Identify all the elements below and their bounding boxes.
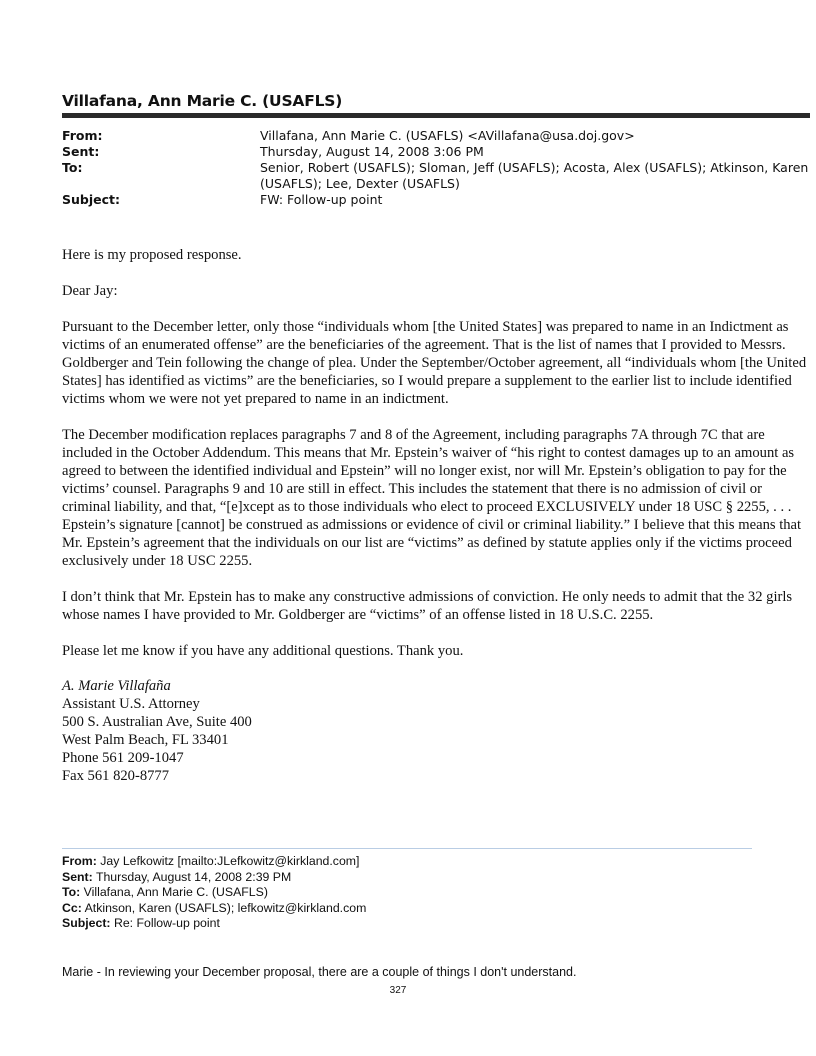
to-label: To: [62, 160, 83, 175]
fwd-subject-row [62, 916, 366, 932]
heading-rule [62, 113, 810, 118]
email-header [62, 128, 810, 208]
forward-separator [62, 848, 752, 849]
salutation: Dear Jay: [62, 283, 118, 299]
subject-value: FW: Follow-up point [260, 192, 383, 207]
page-number: 327 [389, 985, 407, 996]
fwd-from-label: From: [62, 854, 97, 868]
from-label: From: [62, 128, 103, 143]
fwd-cc-label: Cc: [62, 900, 82, 915]
fwd-to-row [62, 885, 366, 901]
paragraph-2: The December modification replaces paragraphs 7 and 8 of the Agreement, including paragraphs 7A through 7C that are included in the October Addendum. This means that Mr. Epstein’s waiver of “his right to contest damages up to an amount as agreed to between the identified individual and Epstein” will no longer exist, nor will Mr. Epstein’s obligation to pay for the victims’ counsel. Paragraphs 9 and 10 are still in effect. This includes the statement that there is no admission of civil or criminal liability, and that, “[e]xcept as to those individuals who elect to proceed EXCLUSIVELY under 18 USC § 2255, . . . Epstein’s signature [cannot] be construed as admissions or evidence of civil or criminal liability.” I believe that this means that Mr. Epstein’s agreement that the individuals on our list are “victims” as defined by statute applies only if the victims proceed exclusively under 18 USC 2255. [62, 427, 802, 569]
signature-block [62, 677, 812, 785]
fwd-to-value: Villafana, Ann Marie C. (USAFLS) [83, 885, 268, 900]
subject-label: Subject: [62, 192, 120, 207]
to-value-line2: (USAFLS); Lee, Dexter (USAFLS) [260, 176, 460, 191]
signature-fax: Fax 561 820-8777 [62, 768, 170, 784]
sender-heading: Villafana, Ann Marie C. (USAFLS) [62, 92, 343, 110]
fwd-sent-label: Sent: [62, 869, 93, 884]
fwd-sent-row [62, 870, 366, 886]
signature-address-1: 500 S. Australian Ave, Suite 400 [62, 714, 252, 730]
sent-value: Thursday, August 14, 2008 3:06 PM [260, 144, 484, 159]
forwarded-body: Marie - In reviewing your December proposal, there are a couple of things I don't understand. [62, 965, 577, 979]
fwd-from-row [62, 854, 366, 870]
subject-row [62, 192, 810, 208]
from-row [62, 128, 810, 144]
fwd-from-value: Jay Lefkowitz [mailto:JLefkowitz@kirkland.com] [100, 854, 360, 868]
signature-title: Assistant U.S. Attorney [62, 696, 200, 712]
forwarded-header [62, 854, 366, 932]
signature-name: A. Marie Villafaña [62, 678, 171, 694]
email-body [62, 246, 812, 785]
to-row [62, 160, 810, 192]
fwd-subject-label: Subject: [62, 916, 111, 931]
paragraph-3: I don’t think that Mr. Epstein has to make any constructive admissions of conviction. He only needs to admit that the 32 girls whose names I have provided to Mr. Goldberger are “victims” of an offense listed in 18 U.S.C. 2255. [62, 589, 793, 623]
sent-label: Sent: [62, 144, 100, 159]
paragraph-1: Pursuant to the December letter, only those “individuals whom [the United States] was prepared to name in an Indictment as victims of an enumerated offense” are the beneficiaries of the agreement. That is the list of names that I provided to Messrs. Goldberger and Tein following the change of plea. Under the September/October agreement, all “individuals whom [the United States] has identified as victims” are the beneficiaries, so I would prepare a supplement to the earlier list to include identified victims whom we were not yet prepared to name in an indictment. [62, 319, 807, 407]
intro-line: Here is my proposed response. [62, 247, 242, 263]
signature-address-2: West Palm Beach, FL 33401 [62, 732, 229, 748]
fwd-subject-value: Re: Follow-up point [113, 916, 220, 931]
closing-line: Please let me know if you have any additional questions. Thank you. [62, 643, 464, 659]
to-value-line1: Senior, Robert (USAFLS); Sloman, Jeff (USAFLS); Acosta, Alex (USAFLS); Atkinson, Karen [260, 160, 809, 175]
fwd-cc-value: Atkinson, Karen (USAFLS); lefkowitz@kirkland.com [84, 900, 367, 915]
sent-row [62, 144, 810, 160]
from-value: Villafana, Ann Marie C. (USAFLS) <AVillafana@usa.doj.gov> [260, 128, 635, 143]
to-value [260, 160, 810, 192]
fwd-sent-value: Thursday, August 14, 2008 2:39 PM [95, 869, 292, 884]
signature-phone: Phone 561 209-1047 [62, 750, 184, 766]
fwd-to-label: To: [62, 885, 81, 900]
fwd-cc-row [62, 901, 366, 917]
